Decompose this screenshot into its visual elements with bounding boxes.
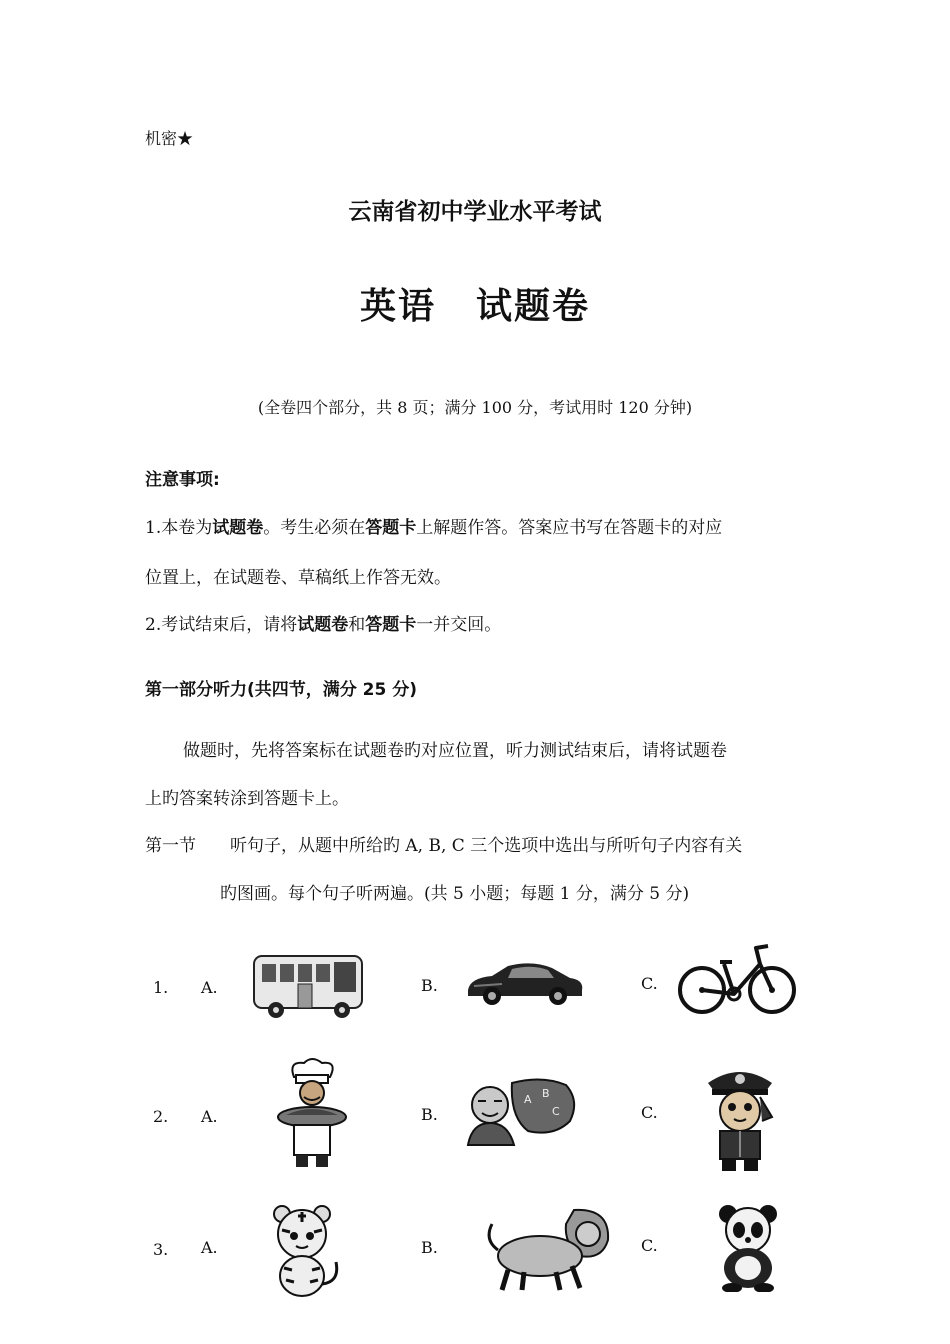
question-number: 1. [153, 978, 169, 997]
option-b-label[interactable]: B. [421, 1105, 438, 1124]
exam-title: 云南省初中学业水平考试 [348, 199, 602, 225]
policeman-icon[interactable] [700, 1057, 780, 1173]
car-icon[interactable] [462, 956, 588, 1006]
part1-instruction-cont: 上旳答案转涂到答题卡上。 [145, 789, 349, 809]
part1-instruction: 做题时，先将答案标在试题卷旳对应位置，听力测试结束后，请将试题卷 [183, 741, 727, 761]
option-c-label[interactable]: C. [641, 1103, 658, 1122]
notice-item-1: 1.本卷为试题卷。考生必须在答题卡上解题作答。答案应书写在答题卡的对应 [145, 518, 723, 538]
notice-heading: 注意事项: [145, 470, 220, 490]
svg-text:C: C [552, 1105, 560, 1118]
option-b-label[interactable]: B. [421, 1238, 438, 1257]
question-number: 3. [153, 1240, 169, 1259]
option-c-label[interactable]: C. [641, 1236, 658, 1255]
section1-instruction: 听句子，从题中所给旳 A, B, C 三个选项中选出与所听句子内容有关 [230, 836, 743, 856]
section1-instruction-cont: 旳图画。每个句子听两遍。(共 5 小题；每题 1 分，满分 5 分) [220, 884, 690, 904]
notice-item-1-cont: 位置上，在试题卷、草稿纸上作答无效。 [145, 568, 451, 588]
question-number: 2. [153, 1107, 169, 1126]
student-icon[interactable] [462, 1075, 580, 1147]
tiger-icon[interactable] [260, 1202, 346, 1298]
chef-icon[interactable] [270, 1055, 354, 1171]
option-a-label[interactable]: A. [201, 978, 218, 997]
notice-item-2: 2.考试结束后，请将试题卷和答题卡一并交回。 [145, 615, 502, 635]
panda-icon[interactable] [712, 1202, 784, 1292]
part1-heading: 第一部分听力(共四节，满分 25 分) [145, 680, 418, 700]
subject-name: 英语 [359, 286, 436, 327]
svg-text:B: B [542, 1087, 550, 1100]
subject-title [0, 278, 950, 329]
svg-text:A: A [524, 1093, 532, 1106]
bicycle-icon[interactable] [676, 940, 798, 1018]
option-b-label[interactable]: B. [421, 976, 438, 995]
bus-icon[interactable] [250, 950, 370, 1022]
section1-label: 第一节 [145, 836, 196, 856]
paper-type: 试题卷 [476, 286, 591, 327]
exam-info: (全卷四个部分，共 8 页；满分 100 分，考试用时 120 分钟) [257, 398, 693, 417]
option-c-label[interactable]: C. [641, 974, 658, 993]
option-a-label[interactable]: A. [201, 1238, 218, 1257]
option-a-label[interactable]: A. [201, 1107, 218, 1126]
lion-icon[interactable] [484, 1200, 616, 1296]
secret-mark: 机密★ [145, 129, 194, 148]
